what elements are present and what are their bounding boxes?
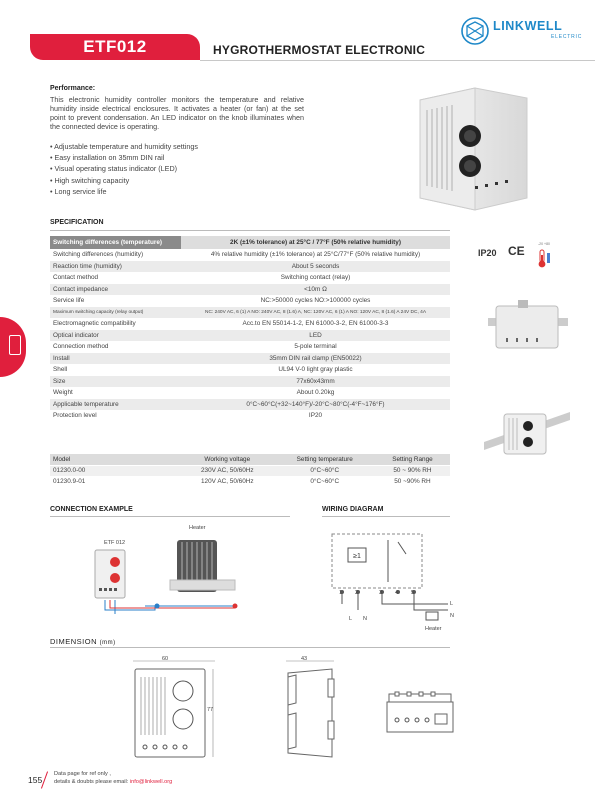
- spec-key: Switching differences (humidity): [50, 249, 181, 261]
- feature-item: • High switching capacity: [50, 175, 198, 186]
- spec-key: Connection method: [50, 341, 181, 353]
- feature-item: • Visual operating status indicator (LED): [50, 163, 198, 174]
- spec-value: UL94 V-0 light gray plastic: [181, 364, 450, 376]
- table-row: [50, 364, 450, 376]
- table-row: [50, 261, 450, 273]
- side-view-image: [482, 298, 572, 358]
- table-row: [50, 376, 450, 388]
- terminal-1: 1: [339, 590, 343, 596]
- connection-rule: [50, 516, 290, 517]
- spec-key: Service life: [50, 295, 181, 307]
- spec-value: About 0.20kg: [181, 387, 450, 399]
- heater-label: Heater: [189, 525, 206, 531]
- table-cell: 120V AC, 50/60Hz: [180, 476, 275, 487]
- spec-value: LED: [181, 330, 450, 342]
- model-table: [50, 454, 450, 488]
- spec-value: <10m Ω: [181, 284, 450, 296]
- wiring-rule: [322, 516, 450, 517]
- terminal-2: 2: [355, 590, 359, 596]
- spec-value: 2K (±1% tolerance) at 25°C / 77°F (50% relative humidity): [181, 236, 450, 249]
- spec-value: 5-pole terminal: [181, 341, 450, 353]
- table-cell: 0°C~60°C: [275, 465, 375, 476]
- wiring-n-label: N: [363, 616, 367, 622]
- connection-diagram: [85, 530, 285, 630]
- spec-key: Switching differences (temperature): [50, 236, 181, 249]
- spec-value: NC:>50000 cycles NO:>100000 cycles: [181, 295, 450, 307]
- table-row: [50, 399, 450, 411]
- feature-list: [50, 141, 198, 197]
- temp-range-label: -20 +80: [538, 242, 550, 246]
- spec-key: Contact method: [50, 272, 181, 284]
- spec-key: Install: [50, 353, 181, 365]
- spec-key: Weight: [50, 387, 181, 399]
- device-icon: [9, 335, 21, 355]
- table-row: [50, 236, 450, 249]
- mounted-view-image: [482, 400, 572, 460]
- product-image: [415, 78, 530, 213]
- table-cell: 50 ~90% RH: [375, 476, 450, 487]
- column-header: Working voltage: [180, 454, 275, 465]
- wiring-heading: WIRING DIAGRAM: [322, 506, 384, 513]
- footer-email-link[interactable]: info@linkwell.org: [129, 779, 173, 785]
- spec-key: Optical indicator: [50, 330, 181, 342]
- spec-value: Acc.to EN 55014-1-2, EN 61000-3-2, EN 61000-3-3: [181, 318, 450, 330]
- wiring-l-right-label: L: [450, 601, 454, 607]
- depth-label: 43: [301, 656, 308, 662]
- table-row: [50, 295, 450, 307]
- spec-value: 77x60x43mm: [181, 376, 450, 388]
- spec-table: [50, 236, 450, 422]
- spec-key: Contact impedance: [50, 284, 181, 296]
- svg-text:≥1: ≥1: [353, 553, 361, 560]
- table-row: [50, 387, 450, 399]
- table-row: [50, 318, 450, 330]
- spec-key: Electromagnetic compatibility: [50, 318, 181, 330]
- table-row: [50, 465, 450, 476]
- column-header: Model: [50, 454, 180, 465]
- device-label: ETF 012: [104, 540, 126, 546]
- footer-contact: [54, 779, 172, 785]
- footer-note: Data page for ref only ,: [54, 771, 111, 777]
- table-row: [50, 330, 450, 342]
- table-cell: 01230.0-00: [50, 465, 180, 476]
- table-row: [50, 341, 450, 353]
- spec-key: Protection level: [50, 410, 181, 422]
- bottom-dimension-drawing: [385, 690, 455, 750]
- feature-item: • Long service life: [50, 186, 198, 197]
- spec-value: About 5 seconds: [181, 261, 450, 273]
- brand-name: LINKWELL: [493, 19, 563, 33]
- spec-value: 4% relative humidity (±1% tolerance) at 25°C/77°F (50% relative humidity): [181, 249, 450, 261]
- feature-item: • Adjustable temperature and humidity settings: [50, 141, 198, 152]
- table-cell: 230V AC, 50/60Hz: [180, 465, 275, 476]
- table-cell: 01230.9-01: [50, 476, 180, 487]
- dimension-heading: [50, 637, 116, 646]
- table-row: [50, 353, 450, 365]
- table-row: [50, 249, 450, 261]
- page-title: HYGROTHERMOSTAT ELECTRONIC: [213, 43, 426, 57]
- page-number: 155: [28, 775, 43, 785]
- brand-sub: ELECTRIC: [551, 34, 583, 40]
- table-row: [50, 410, 450, 422]
- width-label: 60: [162, 656, 169, 662]
- spec-value: NC: 240V AC, 6 (1) A NO: 240V AC, 8 (1.6) A, NC: 120V AC, 6 (1) A NO: 120V AC, 8 (1.6) A 24V DC, 4A: [181, 307, 450, 319]
- ce-mark: CE: [508, 244, 525, 258]
- dimension-rule: [50, 647, 450, 648]
- dimension-unit: (mm): [99, 640, 116, 646]
- spec-key: Reaction time (humidity): [50, 261, 181, 273]
- spec-heading: SPECIFICATION: [50, 219, 104, 226]
- table-cell: 50 ~ 90% RH: [375, 465, 450, 476]
- side-dimension-drawing: [280, 655, 340, 765]
- footer-contact-text: details & doubts please email:: [54, 779, 129, 785]
- table-cell: 0°C~60°C: [275, 476, 375, 487]
- table-row: [50, 272, 450, 284]
- spec-key: Size: [50, 376, 181, 388]
- performance-text: This electronic humidity controller monitors the temperature and relative humidity inside electrical enclosures. It activates a heater (or fan) at the set point to prevent condensation. An LED indicator on the knob illuminates when the connected device is operating.: [50, 95, 304, 131]
- terminal-3: 3: [379, 590, 383, 596]
- connection-heading: CONNECTION EXAMPLE: [50, 506, 133, 513]
- spec-key: Applicable temperature: [50, 399, 181, 411]
- thermometer-icon: [533, 248, 555, 270]
- model-title-tab: [30, 34, 200, 60]
- spec-value: 0°C~60°C(+32~140°F)/-20°C~80°C(-4°F~176°F): [181, 399, 450, 411]
- column-header: Setting temperature: [275, 454, 375, 465]
- spec-key: Shell: [50, 364, 181, 376]
- ip20-badge: IP20: [478, 248, 497, 258]
- spec-value: 35mm DIN rail clamp (EN50022): [181, 353, 450, 365]
- wiring-n-right-label: N: [450, 613, 454, 619]
- model-code: ETF012: [83, 37, 147, 56]
- wiring-diagram: [328, 530, 458, 630]
- spec-key: Maximum switching capacity (relay output): [50, 307, 181, 319]
- table-row: [50, 476, 450, 487]
- table-header-row: [50, 454, 450, 465]
- table-row: [50, 284, 450, 296]
- wiring-heater-label: Heater: [425, 626, 442, 632]
- performance-heading: Performance:: [50, 85, 96, 92]
- column-header: Setting Range: [375, 454, 450, 465]
- table-row: [50, 307, 450, 319]
- spec-value: Switching contact (relay): [181, 272, 450, 284]
- spec-value: IP20: [181, 410, 450, 422]
- height-label: 77: [207, 707, 214, 713]
- spec-rule: [50, 230, 450, 231]
- terminal-4: 4: [395, 590, 399, 596]
- terminal-5: 5: [411, 590, 415, 596]
- wiring-l-label: L: [349, 616, 353, 622]
- feature-item: • Easy installation on 35mm DIN rail: [50, 152, 198, 163]
- title-rule: [200, 60, 595, 61]
- dimension-title: DIMENSION: [50, 637, 98, 646]
